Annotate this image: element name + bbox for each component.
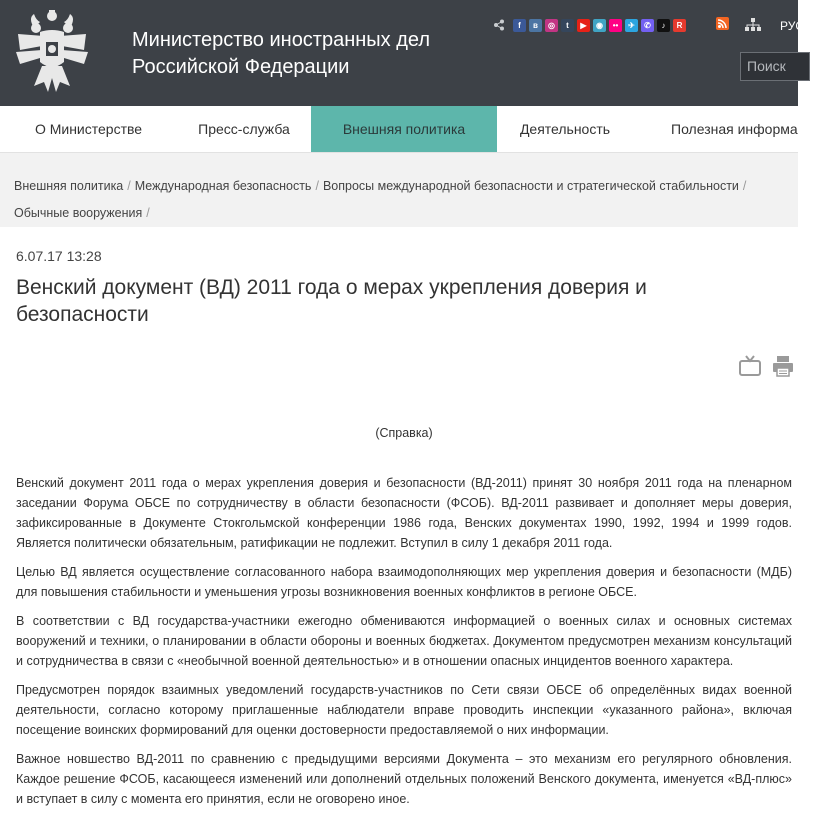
rss-icon[interactable] [716,17,729,30]
article-title: Венский документ (ВД) 2011 года о мерах укрепления доверия и безопасности [16,276,647,326]
ministry-title[interactable] [132,27,430,81]
main-nav [0,106,798,153]
facebook-icon[interactable]: f [513,19,526,32]
print-icon[interactable] [772,355,794,377]
article-paragraph: Важное новшество ВД-2011 по сравнению с предыдущими версиями Документа – это механизм его регулярного обновления. Каждое решение ФСОБ, касающееся изменений или дополнений отдельных положений Венского документа, именуется «ВД-плюс» и вступает в силу с момента его принятия, если не оговорено иное. [16,752,792,806]
search-input[interactable]: Поиск [740,52,810,81]
nav-item-activity[interactable]: Деятельность [519,121,611,137]
share-icon[interactable] [491,17,507,33]
periscope-icon[interactable]: ◉ [593,19,606,32]
breadcrumb-link-foreign-policy[interactable]: Внешняя политика [14,179,124,193]
double-headed-eagle-emblem-icon[interactable] [14,6,90,96]
vk-icon[interactable]: в [529,19,542,32]
article-paragraph: Венский документ 2011 года о мерах укрепления доверия и безопасности (ВД-2011) принят 30 ноября 2011 года на пленарном заседании Форума ОБСЕ по сотрудничеству в области безопасности (ФСОБ). ВД-2011 развивает и дополняет меры доверия, зафиксированные в Документе Стокгольмской конференции 1986 года, Венских документах 1990, 1992, 1994 и 1999 годов. Является политически обязательным, ратификации не подлежит. Вступил в силу 1 декабря 2011 года. [16,476,792,550]
language-switch[interactable]: РУС [780,19,805,33]
sitemap-icon[interactable] [745,18,761,32]
telegram-icon[interactable]: ✈ [625,19,638,32]
tiktok-icon[interactable]: ♪ [657,19,670,32]
article-paragraph: Целью ВД является осуществление согласованного набора взаимодополняющих мер укрепления доверия и безопасности (МДБ) для повышения стабильности и уменьшения угрозы возникновения военных конфликтов в регионе ОБСЕ. [16,565,792,599]
ministry-title-line1: Министерство иностранных дел [132,29,431,51]
site-header [0,0,805,106]
article-paragraph: В соответствии с ВД государства-участники ежегодно обмениваются информацией о военных силах и основных системах вооружений и техники, о планировании в области обороны и военных бюджетах. Документом предусмотрен механизм консультаций и сотрудничества в связи с «необычной военной деятельностью» и в отношении опасных инцидентов военного характера. [16,614,792,668]
instagram-icon[interactable]: ◎ [545,19,558,32]
breadcrumb-link-strategic-stability[interactable]: Вопросы международной безопасности и стратегической стабильности [322,179,739,193]
nav-item-useful-info[interactable]: Полезная информа [671,121,798,137]
breadcrumb-link-conventional-arms[interactable]: Обычные вооружения [14,206,143,220]
breadcrumb [0,153,798,227]
nav-item-foreign-policy[interactable]: Внешняя политика [311,106,497,152]
article-date: 6.07.17 13:28 [16,248,102,264]
article-paragraph: Предусмотрен порядок взаимных уведомлений государств-участников по Сети связи ОБСЕ об определённых видах военной деятельности, согласно которому приглашенные наблюдатели вправе проводить инспекции «указанного района», включая посещение воинских формирований для оценки достоверности предоставляемой о них информации. [16,683,792,737]
tumblr-icon[interactable]: t [561,19,574,32]
breadcrumb-link-international-security[interactable]: Международная безопасность [134,179,312,193]
viber-icon[interactable]: ✆ [641,19,654,32]
ministry-title-line2: Российской Федерации [132,56,350,78]
nav-item-press[interactable]: Пресс-служба [198,121,290,137]
breadcrumb-separator: / [742,179,747,193]
breadcrumb-separator: / [146,206,150,220]
breadcrumb-separator: / [127,179,131,193]
flickr-icon[interactable]: •• [609,19,622,32]
breadcrumb-separator: / [315,179,319,193]
nav-item-about[interactable]: О Министерстве [34,121,143,137]
article-body [16,473,792,818]
youtube-icon[interactable]: ▶ [577,19,590,32]
tv-icon[interactable] [738,355,762,377]
rutube-icon[interactable]: R [673,19,686,32]
social-links [491,17,689,33]
reference-label: (Справка) [375,426,433,440]
